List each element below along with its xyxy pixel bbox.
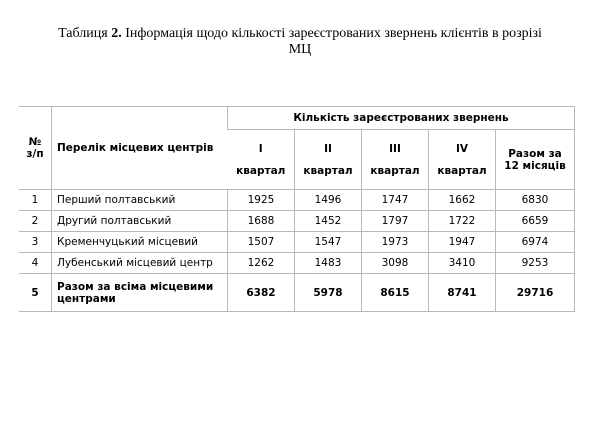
summary-num: 5 [19, 274, 52, 312]
header-row-1 [19, 107, 575, 130]
row-total: 6974 [496, 232, 575, 253]
clients-requests-table [19, 106, 575, 312]
quarter-2-roman: II [324, 142, 332, 155]
summary-q3: 8615 [362, 274, 429, 312]
row-q1: 1925 [228, 190, 295, 211]
row-q1: 1262 [228, 253, 295, 274]
table-row [19, 253, 575, 274]
summary-q2: 5978 [295, 274, 362, 312]
row-num: 1 [19, 190, 52, 211]
row-num: 3 [19, 232, 52, 253]
table-row [19, 190, 575, 211]
row-num: 4 [19, 253, 52, 274]
summary-q1: 6382 [228, 274, 295, 312]
header-total-line-2: 12 місяців [504, 159, 566, 172]
table-row [19, 232, 575, 253]
header-quarter-4 [429, 130, 496, 190]
header-num-abbr: з/п [26, 148, 44, 160]
header-quarter-1 [228, 130, 295, 190]
table-caption [0, 26, 600, 58]
row-q4: 1947 [429, 232, 496, 253]
caption-line-2: МЦ [288, 42, 312, 57]
row-q1: 1688 [228, 211, 295, 232]
header-num-symbol: № [28, 136, 42, 148]
header-name: Перелік місцевих центрів [52, 107, 228, 190]
summary-q4: 8741 [429, 274, 496, 312]
table-row [19, 211, 575, 232]
quarter-1-roman: I [258, 142, 263, 155]
quarter-1-word: квартал [236, 164, 286, 177]
row-q2: 1547 [295, 232, 362, 253]
row-q1: 1507 [228, 232, 295, 253]
quarter-3-roman: III [389, 142, 401, 155]
row-q4: 3410 [429, 253, 496, 274]
row-name: Лубенський місцевий центр [52, 253, 228, 274]
row-q3: 1747 [362, 190, 429, 211]
caption-line-1 [0, 26, 600, 42]
header-num [19, 107, 52, 190]
caption-text: Інформація щодо кількості зареєстрованих звернень клієнтів в розрізі [125, 26, 542, 41]
summary-total: 29716 [496, 274, 575, 312]
quarter-4-word: квартал [437, 164, 487, 177]
row-q2: 1496 [295, 190, 362, 211]
header-quarter-3 [362, 130, 429, 190]
row-total: 9253 [496, 253, 575, 274]
row-name: Кременчуцький місцевий [52, 232, 228, 253]
row-q4: 1662 [429, 190, 496, 211]
row-num: 2 [19, 211, 52, 232]
row-total: 6830 [496, 190, 575, 211]
row-total: 6659 [496, 211, 575, 232]
header-total [496, 130, 575, 190]
quarter-2-word: квартал [303, 164, 353, 177]
quarter-4-roman: IV [455, 142, 469, 155]
row-name: Перший полтавський [52, 190, 228, 211]
row-q3: 1797 [362, 211, 429, 232]
summary-name: Разом за всіма місцевими центрами [52, 274, 228, 312]
header-group: Кількість зареєстрованих звернень [228, 107, 575, 130]
row-q2: 1452 [295, 211, 362, 232]
summary-row [19, 274, 575, 312]
row-q2: 1483 [295, 253, 362, 274]
header-quarter-2 [295, 130, 362, 190]
row-q4: 1722 [429, 211, 496, 232]
row-q3: 3098 [362, 253, 429, 274]
header-total-line-1: Разом за [508, 147, 562, 160]
quarter-3-word: квартал [370, 164, 420, 177]
caption-prefix: Таблиця [58, 26, 108, 41]
row-q3: 1973 [362, 232, 429, 253]
caption-number: 2. [111, 26, 122, 41]
row-name: Другий полтавський [52, 211, 228, 232]
